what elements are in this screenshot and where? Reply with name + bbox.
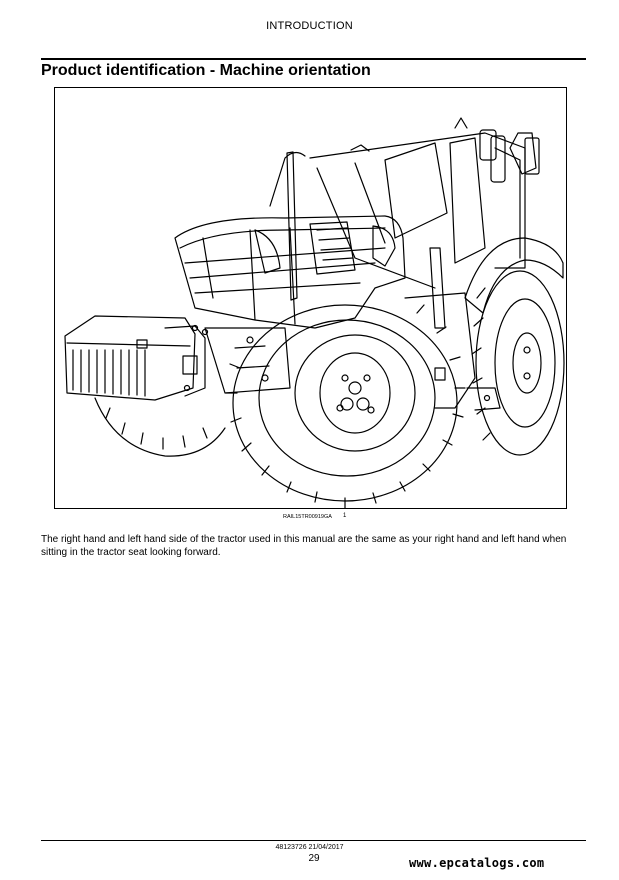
front-weight bbox=[65, 316, 208, 400]
footer-rule bbox=[41, 840, 586, 841]
section-header: INTRODUCTION bbox=[266, 20, 353, 32]
page-title: Product identification - Machine orientation bbox=[41, 62, 371, 79]
figure-caption-code: RAIL15TR00919GA bbox=[283, 514, 332, 520]
rear-fender bbox=[465, 238, 563, 313]
front-wheel-main bbox=[226, 305, 465, 508]
watermark-text: www.epcatalogs.com bbox=[409, 856, 545, 870]
rear-wheel bbox=[472, 271, 564, 455]
body-paragraph: The right hand and left hand side of the tractor used in this manual are the same as your right hand and left hand when sitting in the tractor seat looking forward. bbox=[41, 534, 567, 558]
front-wheel-left bbox=[95, 398, 225, 456]
title-rule bbox=[41, 58, 586, 60]
tractor-illustration bbox=[55, 88, 566, 508]
page-number: 29 bbox=[308, 853, 320, 864]
figure-frame bbox=[54, 87, 567, 509]
document-number: 48123726 21/04/2017 bbox=[275, 844, 344, 851]
figure-number: 1 bbox=[343, 513, 347, 519]
